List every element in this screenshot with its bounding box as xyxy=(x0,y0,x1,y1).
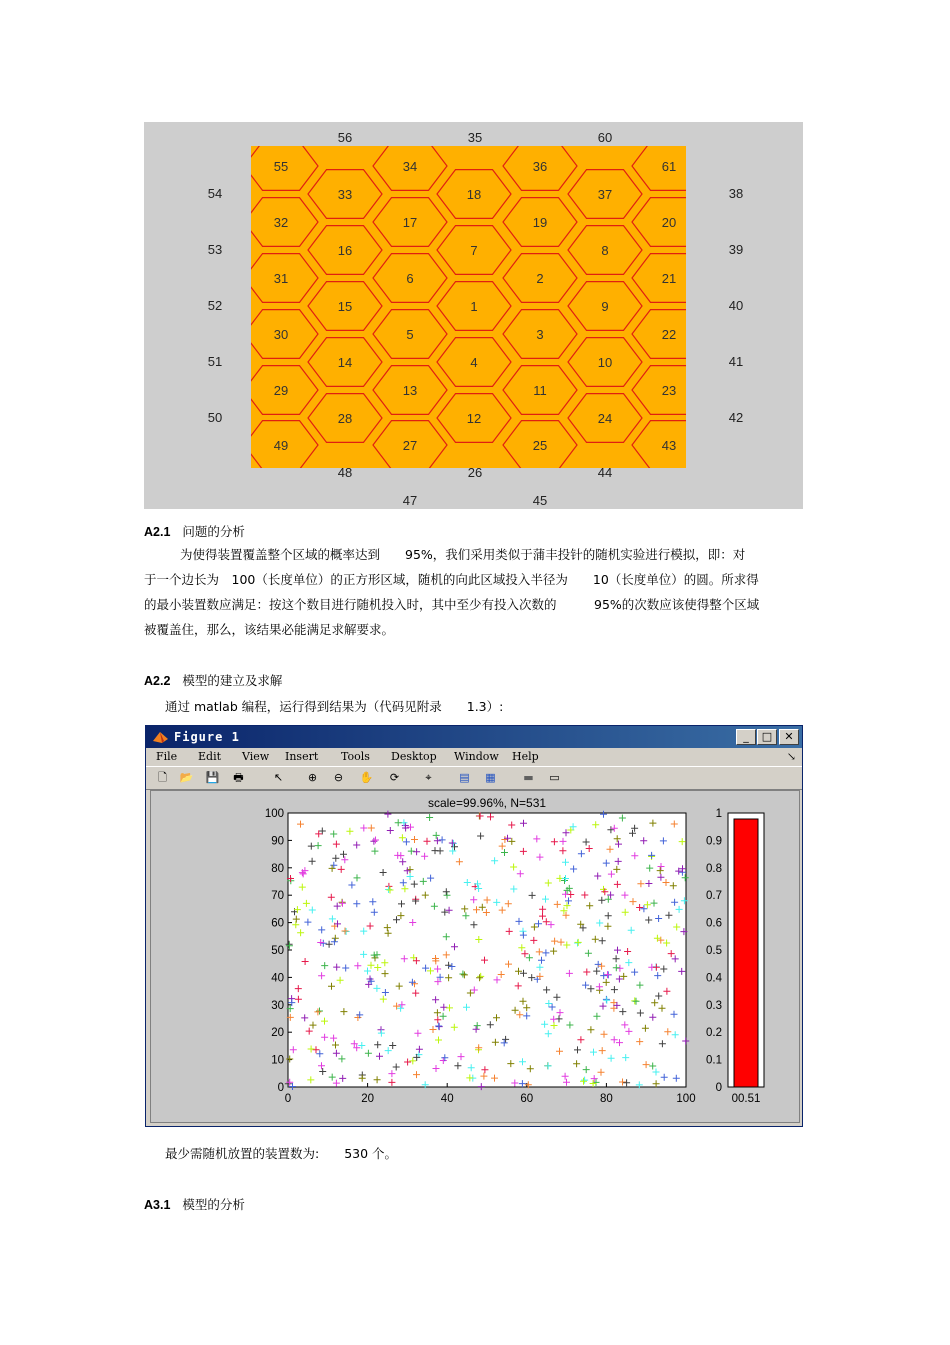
hex-cell-label: 36 xyxy=(532,159,548,174)
save-icon[interactable]: 💾 xyxy=(205,771,220,784)
hexagon-coverage-figure xyxy=(144,122,803,509)
outer-cell-label: 35 xyxy=(467,130,483,145)
section-a31-number: A3.1 xyxy=(144,1198,171,1212)
coverage-bar xyxy=(734,819,758,1087)
hide-plot-tools-icon[interactable]: ▬ xyxy=(523,771,534,784)
menu-insert[interactable]: Insert xyxy=(285,750,319,763)
hex-cell-label: 24 xyxy=(597,411,613,426)
hex-cell-label: 4 xyxy=(470,355,478,370)
hex-cell-label: 12 xyxy=(466,411,482,426)
hex-cell-label: 29 xyxy=(273,383,289,398)
bar-y-tick-label: 0.8 xyxy=(706,862,722,875)
outer-cell-label: 41 xyxy=(728,354,744,369)
outer-cell-label: 56 xyxy=(337,130,353,145)
y-tick-label: 70 xyxy=(271,890,284,903)
bar-y-tick-label: 0.3 xyxy=(706,999,722,1012)
minimize-button[interactable] xyxy=(736,729,756,745)
section-a21-heading xyxy=(144,522,245,540)
y-tick-label: 40 xyxy=(271,972,284,985)
outer-cell-label: 54 xyxy=(207,186,223,201)
scatter-plot xyxy=(151,791,799,1122)
outer-cell-label: 26 xyxy=(467,465,483,480)
hex-cell-label: 32 xyxy=(273,215,289,230)
show-plot-tools-icon[interactable]: ▭ xyxy=(549,771,560,784)
hex-cell-label: 49 xyxy=(273,438,289,453)
hex-cell-label: 37 xyxy=(597,187,613,202)
scatter-title: scale=99.96%, N=531 xyxy=(427,796,547,810)
maximize-button[interactable] xyxy=(757,729,777,745)
hex-cell-label: 27 xyxy=(402,438,418,453)
outer-cell-label: 53 xyxy=(207,242,223,257)
y-tick-label: 90 xyxy=(271,835,284,848)
section-a31-title: 模型的分析 xyxy=(182,1197,245,1212)
x-tick-label: 0 xyxy=(284,1093,292,1105)
a21-line-3: 的最小装置数应满足：按这个数目进行随机投入时，其中至少有投入次数的 95%的次数应该使得整个区域 xyxy=(144,597,760,612)
scatter-axes xyxy=(288,813,686,1087)
menu-window[interactable]: Window xyxy=(454,750,499,763)
outer-cell-label: 39 xyxy=(728,242,744,257)
pan-icon[interactable]: ✋ xyxy=(359,771,374,784)
outer-cell-label: 47 xyxy=(402,493,418,508)
menu-desktop[interactable]: Desktop xyxy=(391,750,437,763)
minimize-icon: _ xyxy=(743,730,749,743)
a21-line-1: 为使得装置覆盖整个区域的概率达到 95%，我们采用类似于蒲丰投针的随机实验进行模拟，即：对 xyxy=(180,547,746,562)
section-a31-heading xyxy=(144,1195,245,1213)
bar-y-tick-label: 0 xyxy=(715,1082,722,1094)
result-line: 最少需随机放置的装置数为: 530 个。 xyxy=(165,1146,398,1161)
outer-cell-label: 48 xyxy=(337,465,353,480)
maximize-icon: □ xyxy=(761,730,773,743)
outer-cell-label: 38 xyxy=(728,186,744,201)
menu-help[interactable]: Help xyxy=(512,750,539,763)
outer-cell-label: 45 xyxy=(532,493,548,508)
hex-cell-label: 33 xyxy=(337,187,353,202)
menu-view[interactable]: View xyxy=(242,750,270,763)
hex-cell-label: 3 xyxy=(536,327,544,342)
hex-cell-label: 10 xyxy=(597,355,613,370)
section-a21-title: 问题的分析 xyxy=(182,524,245,539)
y-tick-label: 60 xyxy=(271,917,284,930)
toolbar xyxy=(146,766,802,790)
hex-cell-label: 21 xyxy=(661,271,677,286)
hexagon-grid xyxy=(144,122,803,509)
bar-y-tick-label: 0.5 xyxy=(706,945,722,957)
hex-cell-label: 2 xyxy=(536,271,544,286)
x-tick-label: 80 xyxy=(600,1093,613,1105)
x-tick-label: 100 xyxy=(676,1093,696,1105)
hex-cell-label: 19 xyxy=(532,215,548,230)
window-title: Figure 1 xyxy=(174,730,240,744)
hex-cell-label: 17 xyxy=(402,215,418,230)
hex-cell-label: 31 xyxy=(273,271,289,286)
outer-cell-label: 40 xyxy=(728,298,744,313)
y-tick-label: 50 xyxy=(271,945,284,957)
outer-cell-label: 52 xyxy=(207,298,223,313)
x-tick-label: 20 xyxy=(361,1093,374,1105)
bar-y-tick-label: 0.7 xyxy=(706,890,722,903)
section-a21-number: A2.1 xyxy=(144,525,171,539)
outer-cell-label: 42 xyxy=(728,410,744,425)
outer-cell-label: 50 xyxy=(207,410,223,425)
hex-cell-label: 22 xyxy=(661,327,677,342)
outer-cell-label: 60 xyxy=(597,130,613,145)
menu-bar xyxy=(146,748,802,766)
y-tick-label: 80 xyxy=(271,862,284,875)
hex-cell-label: 61 xyxy=(661,159,677,174)
section-a22-title: 模型的建立及求解 xyxy=(182,673,283,688)
y-tick-label: 10 xyxy=(271,1054,284,1067)
section-a22-number: A2.2 xyxy=(144,674,171,688)
a21-line-2: 于一个边长为 100（长度单位）的正方形区域，随机的向此区域投入半径为 10（长度单位）的圆。所求得 xyxy=(144,572,759,587)
hex-cell-label: 9 xyxy=(601,299,609,314)
hex-cell-label: 30 xyxy=(273,327,289,342)
y-tick-label: 30 xyxy=(271,999,284,1012)
bar-y-tick-label: 0.6 xyxy=(706,917,722,930)
print-icon[interactable]: 🖶 xyxy=(233,771,244,784)
x-tick-label: 40 xyxy=(440,1093,454,1105)
hex-cell-label: 15 xyxy=(337,299,353,314)
hex-cell-label: 20 xyxy=(661,215,677,230)
menu-tools[interactable]: Tools xyxy=(341,750,370,763)
matlab-logo-icon xyxy=(152,729,169,745)
legend-icon[interactable]: ▦ xyxy=(485,771,496,784)
hex-cell-label: 34 xyxy=(402,159,418,174)
a21-line-4: 被覆盖住，那么，该结果必能满足求解要求。 xyxy=(144,622,395,637)
hex-cell-label: 7 xyxy=(470,243,478,258)
y-tick-label: 100 xyxy=(264,808,284,820)
bar-y-tick-label: 0.4 xyxy=(706,972,722,985)
colorbar-icon[interactable]: ▤ xyxy=(459,771,470,784)
hex-cell-label: 43 xyxy=(661,438,677,453)
hex-cell-label: 18 xyxy=(466,187,482,202)
outer-cell-label: 51 xyxy=(207,354,223,369)
hex-cell-label: 14 xyxy=(337,355,353,370)
y-tick-label: 20 xyxy=(271,1027,284,1040)
data-cursor-icon[interactable]: ⌖ xyxy=(425,771,432,784)
figure-canvas xyxy=(150,790,800,1123)
close-icon: ✕ xyxy=(784,730,794,743)
y-tick-label: 0 xyxy=(277,1082,284,1094)
dock-arrow-icon[interactable]: ↘ xyxy=(786,750,796,763)
outer-cell-label: 44 xyxy=(597,465,613,480)
hex-cell-label: 13 xyxy=(402,383,418,398)
open-folder-icon[interactable]: 📂 xyxy=(179,771,194,784)
hex-cell-label: 5 xyxy=(406,327,414,342)
a22-line: 通过 matlab 编程，运行得到结果为（代码见附录 1.3）: xyxy=(165,699,504,714)
rotate-icon[interactable]: ⟳ xyxy=(389,771,400,784)
window-title-bar[interactable] xyxy=(146,726,802,748)
hex-cell-label: 1 xyxy=(470,299,478,314)
hex-cell-label: 28 xyxy=(337,411,353,426)
bar-y-tick-label: 0.9 xyxy=(706,835,722,848)
bar-y-tick-label: 0.1 xyxy=(706,1054,722,1067)
hex-cell-label: 25 xyxy=(532,438,548,453)
menu-edit[interactable]: Edit xyxy=(198,750,222,763)
bar-y-tick-label: 1 xyxy=(715,808,722,820)
hex-cell-label: 55 xyxy=(273,159,289,174)
menu-file[interactable]: File xyxy=(156,750,178,763)
matlab-figure-window xyxy=(145,725,803,1127)
new-file-icon[interactable]: 🗋 xyxy=(158,771,167,784)
x-tick-label: 60 xyxy=(520,1093,534,1105)
hex-cell-label: 6 xyxy=(406,271,414,286)
hex-cell-label: 23 xyxy=(661,383,677,398)
close-button[interactable] xyxy=(779,729,799,745)
section-a22-heading xyxy=(144,671,282,689)
bar-y-tick-label: 0.2 xyxy=(706,1027,722,1040)
bar-x-tick-label: 00.51 xyxy=(731,1093,761,1105)
zoom-in-icon[interactable]: ⊕ xyxy=(307,771,318,784)
hex-cell-label: 16 xyxy=(337,243,353,258)
hex-cell-label: 8 xyxy=(601,243,609,258)
hex-cell-label: 11 xyxy=(533,383,547,398)
zoom-out-icon[interactable]: ⊖ xyxy=(333,771,344,784)
pointer-icon[interactable]: ↖ xyxy=(273,771,284,784)
